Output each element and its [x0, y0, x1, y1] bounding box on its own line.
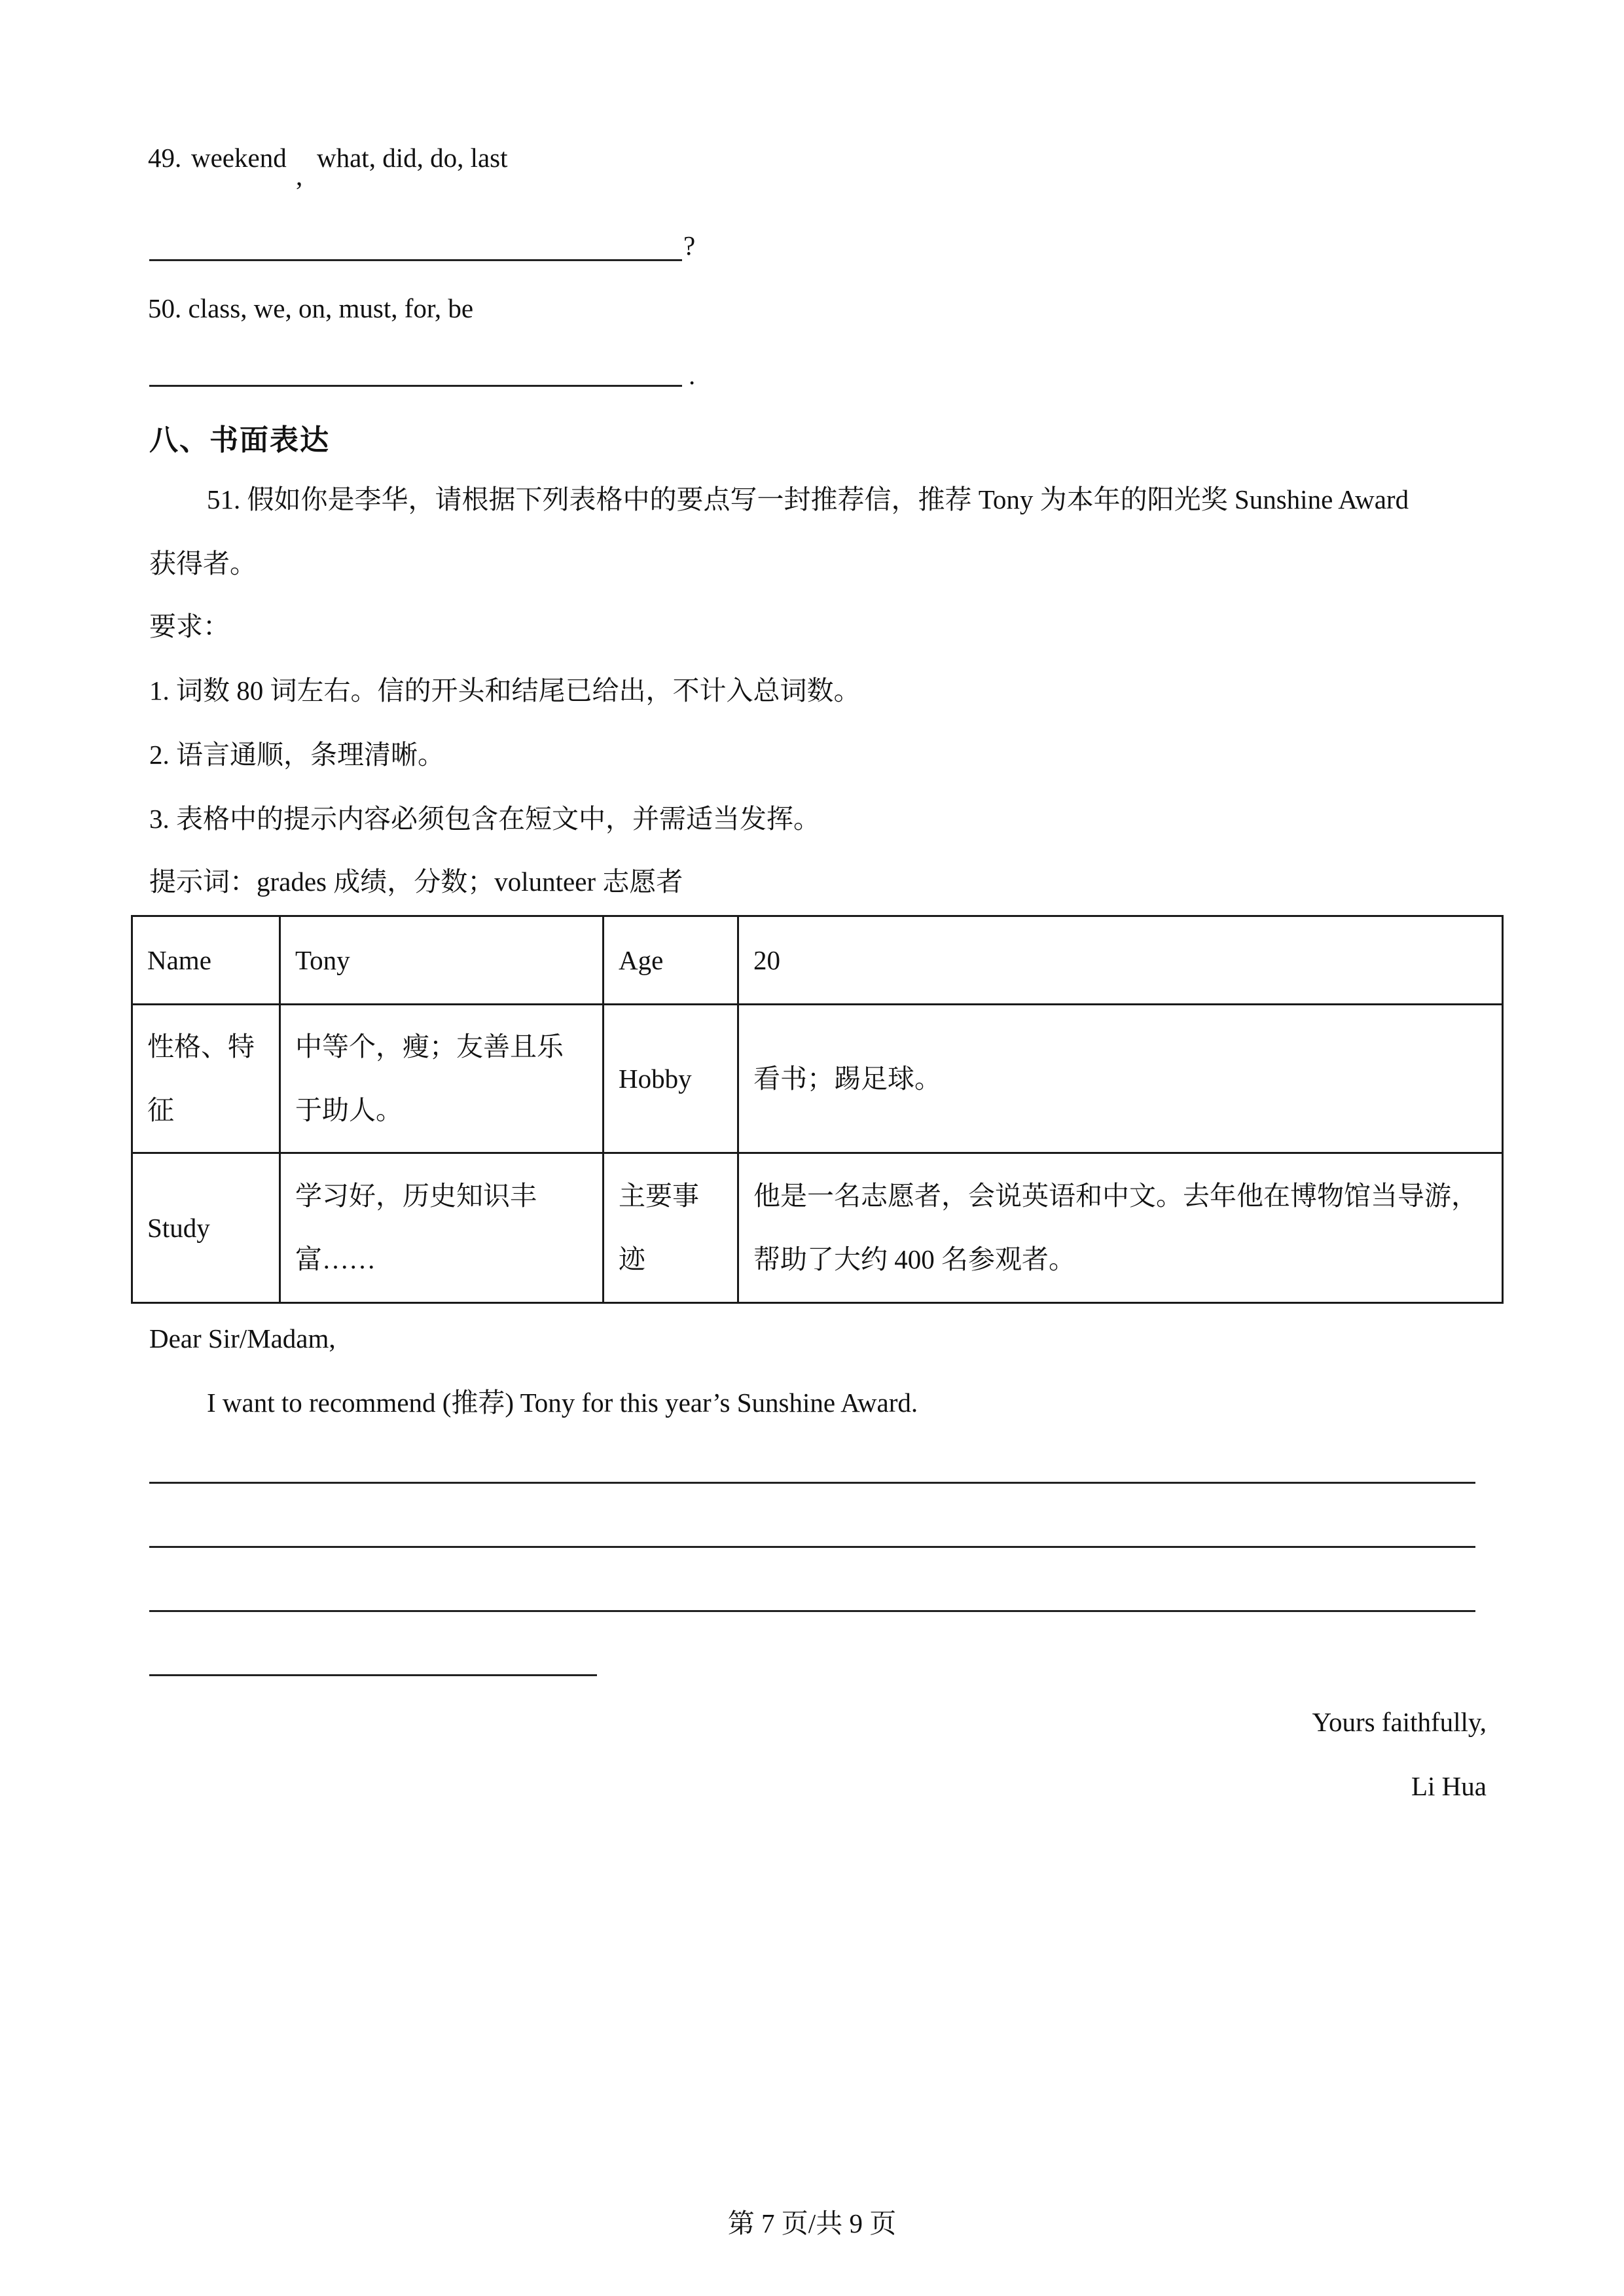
writing-line-short[interactable] — [149, 1674, 597, 1676]
writing-line[interactable] — [149, 1482, 1475, 1484]
requirements-title: 要求： — [149, 611, 230, 641]
q51-prompt-line1: 51. 假如你是李华，请根据下列表格中的要点写一封推荐信，推荐 Tony 为本年的阳光奖 Sunshine Award — [207, 484, 1409, 514]
q50-prompt: 50. class, we, on, must, for, be — [148, 293, 474, 323]
q49-question-mark: ? — [683, 230, 696, 260]
age-label: Age — [604, 916, 738, 1005]
requirement-2: 2. 语言通顺，条理清晰。 — [149, 740, 444, 770]
writing-line[interactable] — [149, 1546, 1475, 1548]
q50-answer-line[interactable] — [149, 385, 682, 387]
trait-label: 性格、特征 — [132, 1005, 280, 1153]
trait-value: 中等个，瘦；友善且乐于助人。 — [280, 1005, 604, 1153]
letter-signature: Li Hua — [1411, 1771, 1487, 1801]
q49-first-word: weekend — [191, 143, 287, 173]
requirement-1: 1. 词数 80 词左右。信的开头和结尾已给出，不计入总词数。 — [149, 675, 861, 706]
q49-comma: , — [296, 161, 303, 191]
q49-answer-line[interactable] — [149, 259, 682, 261]
writing-line[interactable] — [149, 1610, 1475, 1612]
q50-period: . — [689, 360, 696, 390]
q49-words: what, did, do, last — [317, 143, 508, 173]
table-row — [132, 1005, 1503, 1153]
name-value: Tony — [280, 916, 604, 1005]
hint-words: 提示词：grades 成绩，分数；volunteer 志愿者 — [149, 867, 683, 897]
age-value: 20 — [738, 916, 1503, 1005]
letter-greeting: Dear Sir/Madam, — [149, 1323, 336, 1354]
hobby-label: Hobby — [604, 1005, 738, 1153]
requirement-3: 3. 表格中的提示内容必须包含在短文中，并需适当发挥。 — [149, 804, 820, 834]
table-row — [132, 1153, 1503, 1303]
info-table — [131, 915, 1504, 1304]
study-label: Study — [132, 1153, 280, 1303]
letter-closing: Yours faithfully, — [1312, 1707, 1487, 1737]
deeds-label: 主要事迹 — [604, 1153, 738, 1303]
name-label: Name — [132, 916, 280, 1005]
letter-opening: I want to recommend (推荐) Tony for this year’s Sunshine Award. — [207, 1388, 918, 1418]
deeds-value: 他是一名志愿者，会说英语和中文。去年他在博物馆当导游，帮助了大约 400 名参观者。 — [738, 1153, 1503, 1303]
page-number: 第 7 页/共 9 页 — [727, 2208, 897, 2238]
q49-number: 49. — [148, 143, 182, 173]
table-row — [132, 916, 1503, 1005]
hobby-value: 看书；踢足球。 — [738, 1005, 1503, 1153]
section-title: 八、书面表达 — [149, 423, 330, 457]
study-value: 学习好，历史知识丰富…… — [280, 1153, 604, 1303]
q51-prompt-line2: 获得者。 — [149, 548, 257, 579]
